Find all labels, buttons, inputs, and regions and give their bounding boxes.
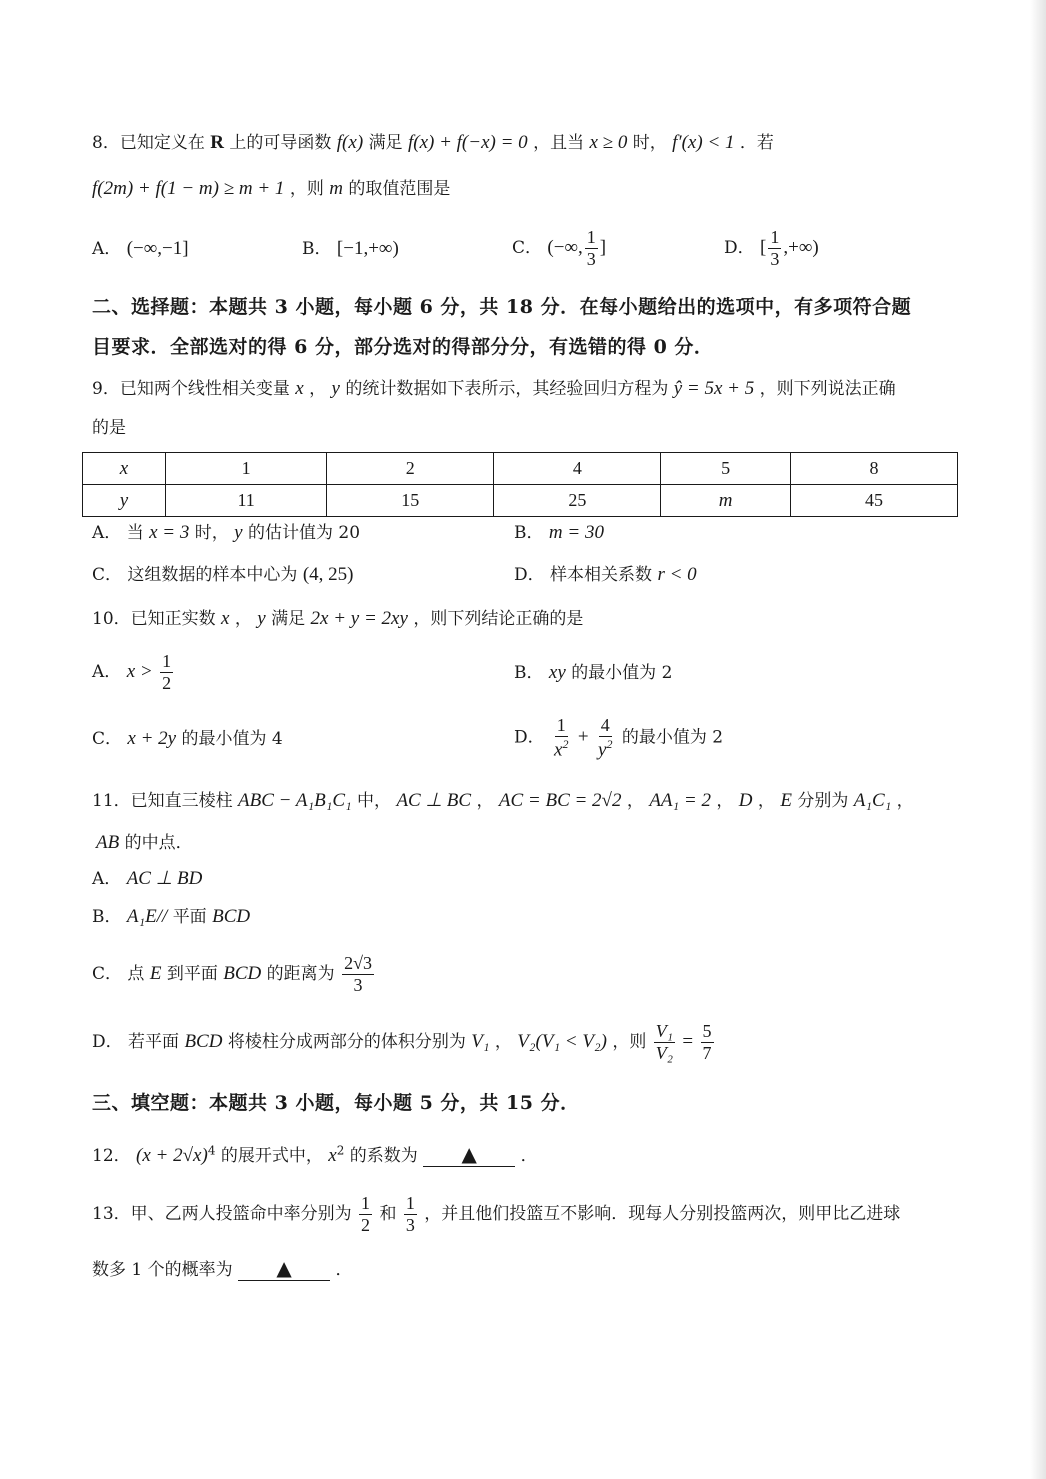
q10-option-a-lhs: x > [126, 660, 153, 682]
q12-binomial: (x + 2√x) [136, 1145, 208, 1166]
q8-stem-line2 [92, 178, 450, 201]
answer-blank[interactable] [238, 1256, 330, 1281]
q11-volume-V2: V₂(V₁ < V₂) [517, 1030, 607, 1052]
q9-var-x: x [295, 378, 304, 399]
option-label: D． [724, 237, 755, 258]
section-2-heading-line2: 目要求．全部选对的得 6 分，部分选对的得部分分，有选错的得 0 分． [92, 336, 714, 358]
q12-term-x: x [328, 1145, 337, 1166]
q13-fraction-2 [404, 1194, 417, 1235]
option-label: B． [514, 663, 544, 683]
q8-option-b [302, 238, 399, 261]
q13-fraction-1 [359, 1194, 372, 1235]
q10-option-a [92, 652, 175, 693]
table-cell: y [83, 485, 166, 517]
q10-option-a-fraction [160, 652, 173, 693]
option-label: C． [92, 963, 123, 984]
q9-var-y: y [234, 522, 243, 543]
q8-set-R: R [210, 132, 224, 153]
q9-option-b-value: m = 30 [548, 522, 604, 543]
answer-blank[interactable] [423, 1142, 515, 1167]
q10-option-b [514, 662, 672, 685]
q9-option-c-value: (4, 25) [302, 564, 354, 585]
q12-exponent: 4 [207, 1143, 216, 1158]
table-cell: 5 [661, 453, 791, 485]
plus-sign: + [577, 726, 589, 748]
table-cell: 15 [327, 485, 494, 517]
q11-stem-line1 [92, 790, 914, 813]
q11-text: ， [716, 791, 734, 811]
fraction-numerator: 1 [162, 651, 172, 671]
q8-option-c [512, 228, 606, 269]
fraction-denominator [552, 737, 570, 760]
q10-text: 10．已知正实数 [92, 609, 216, 629]
q11-text: 将棱柱分成两部分的体积分别为 [227, 1031, 466, 1052]
exponent: 2 [606, 736, 613, 751]
table-cell: 1 [165, 453, 326, 485]
option-label: A． [92, 239, 122, 259]
q8-text: 满足 [368, 133, 403, 153]
q11-plane-BCD: BCD [223, 962, 262, 984]
q8-option-c-fraction [585, 228, 598, 269]
q11-text: ， [476, 791, 494, 811]
q11-option-a-value: AC ⊥ BD [126, 868, 203, 889]
q11-text: 的距离为 [266, 963, 335, 984]
q9-stem-line2: 的是 [92, 418, 126, 438]
q11-text: 点 [127, 963, 145, 984]
q10-text: 的最小值为 4 [181, 729, 283, 749]
table-cell: 11 [165, 485, 326, 517]
q8-var-m: m [329, 178, 343, 199]
q11-text: 11．已知直三棱柱 [92, 791, 233, 811]
q11-option-b-line: A₁E// [126, 906, 168, 927]
fraction-denominator: V₂ [655, 1042, 673, 1063]
q9-regression-equation: ŷ = 5x + 5 [673, 378, 755, 399]
fraction-numerator: 4 [600, 715, 610, 735]
option-label: B． [92, 907, 122, 927]
option-label: C． [92, 729, 123, 749]
q8-domain-condition: x ≥ 0 [589, 132, 628, 153]
q11-text: ， [494, 1031, 512, 1052]
q13-text: 13．甲、乙两人投篮命中率分别为 [92, 1203, 352, 1224]
q8-option-d-close: ,+∞) [783, 236, 819, 258]
q11-plane-BCD: BCD [184, 1030, 223, 1052]
option-label: D． [514, 565, 545, 585]
table-cell: 2 [327, 453, 494, 485]
q8-text: 时， [632, 133, 667, 153]
q8-text: 8．已知定义在 [92, 133, 205, 153]
q11-perpendicular: AC ⊥ BC [396, 790, 472, 811]
q9-text: 样本相关系数 [550, 565, 653, 585]
q11-segment-AB: AB [96, 832, 120, 853]
q8-option-a [92, 238, 189, 261]
q9-option-d [514, 564, 697, 587]
q11-option-a [92, 868, 202, 891]
q8-odd-condition: f(x) + f(−x) = 0 [407, 132, 528, 153]
q9-text: 当 [126, 523, 144, 543]
q10-text: 满足 [271, 609, 306, 629]
q9-option-a-condition: x = 3 [149, 522, 190, 543]
q8-option-d [724, 228, 819, 269]
exponent: 2 [562, 736, 569, 751]
q13-stem-line2 [92, 1256, 352, 1281]
q10-var-x: x [221, 608, 230, 629]
q12-number: 12． [92, 1146, 131, 1166]
table-cell: 4 [494, 453, 661, 485]
fraction-denominator [596, 737, 614, 760]
q8-text: ．若 [739, 133, 774, 153]
fraction-numerator: 1 [405, 1193, 415, 1213]
q13-stem-line1 [92, 1194, 900, 1235]
q10-equation: 2x + y = 2xy [310, 608, 408, 629]
q11-text: 若平面 [128, 1031, 180, 1052]
table-cell: 8 [790, 453, 957, 485]
q11-plane-BCD: BCD [212, 906, 251, 927]
table-row-x [83, 453, 958, 485]
q10-option-d-fraction-1 [552, 716, 570, 760]
q13-text: ． [335, 1260, 353, 1280]
q8-text: ，且当 [533, 133, 585, 153]
q11-text: ，则 [612, 1031, 647, 1052]
fraction-denominator: 3 [405, 1214, 415, 1235]
option-label: A． [92, 661, 122, 682]
q8-function: f(x) [336, 132, 364, 153]
option-label: C． [512, 237, 543, 258]
q11-option-b [92, 906, 250, 929]
section-2-heading-line1: 二、选择题：本题共 3 小题，每小题 6 分，共 18 分．在每小题给出的选项中，有多项符合题 [92, 296, 912, 318]
table-row-y [83, 485, 958, 517]
fraction-numerator: V₁ [655, 1021, 673, 1041]
q12-text: 的系数为 [349, 1146, 418, 1166]
q8-inequality: f(2m) + f(1 − m) ≥ m + 1 [92, 178, 285, 199]
fraction-denominator-var: y [598, 739, 607, 761]
q10-text: 的最小值为 2 [571, 663, 673, 683]
q8-option-a-value: (−∞,−1] [126, 238, 189, 259]
q10-var-y: y [257, 608, 266, 629]
q12-stem [92, 1142, 538, 1168]
q8-option-d-open: [ [760, 236, 767, 258]
q11-text: 的中点． [124, 833, 193, 853]
q9-text: 时， [194, 523, 229, 543]
q8-option-c-open: (−∞, [547, 236, 583, 258]
q9-option-c [92, 564, 353, 587]
q8-option-b-value: [−1,+∞) [336, 238, 399, 259]
q11-text: ， [896, 791, 914, 811]
q11-text: ， [757, 791, 775, 811]
q8-text: ，则 [289, 179, 324, 199]
fraction-denominator: 3 [353, 974, 363, 995]
triangle-icon: ▲ [276, 1256, 292, 1280]
table-cell: x [83, 453, 166, 485]
q9-option-d-value: r < 0 [657, 564, 697, 585]
q11-lengths: AC = BC = 2√2 [498, 790, 622, 811]
q9-text: 9．已知两个线性相关变量 [92, 379, 290, 399]
q8-derivative-condition: f′(x) < 1 [672, 132, 735, 153]
fraction-numerator: 1 [556, 715, 566, 735]
equals-sign: = [682, 1030, 694, 1052]
q9-option-b [514, 522, 604, 545]
q12-text: 的展开式中， [220, 1146, 323, 1166]
q12-text: ． [520, 1146, 538, 1166]
q11-option-d-value [701, 1022, 714, 1063]
fraction-denominator: 3 [770, 248, 780, 269]
table-cell: m [661, 485, 791, 517]
option-label: D． [514, 727, 545, 748]
fraction-denominator: 2 [162, 672, 172, 693]
q8-text: 的取值范围是 [348, 179, 451, 199]
q11-option-c-fraction [342, 954, 374, 995]
q10-text: ， [234, 609, 252, 629]
fraction-numerator: 1 [361, 1193, 371, 1213]
q9-text: ，则下列说法正确 [759, 379, 896, 399]
q11-option-d-ratio [654, 1022, 675, 1063]
q10-option-d-fraction-2 [596, 716, 614, 760]
q11-text: 平面 [172, 907, 207, 927]
q11-segment-A1C1: A₁C₁ [853, 790, 892, 811]
q11-point-D: D [738, 790, 753, 811]
fraction-denominator-var: x [554, 739, 563, 761]
q11-text: ， [626, 791, 644, 811]
q11-prism: ABC − A₁B₁C₁ [238, 790, 352, 811]
q10-option-d [514, 716, 723, 760]
fraction-numerator: 5 [702, 1021, 712, 1041]
q9-text: ， [309, 379, 327, 399]
q13-text: ，并且他们投篮互不影响．现每人分别投篮两次，则甲比乙进球 [424, 1203, 901, 1224]
q10-stem [92, 608, 583, 631]
option-label: B． [302, 239, 332, 259]
q11-option-c [92, 954, 376, 995]
option-label: B． [514, 523, 544, 543]
q11-text: 分别为 [797, 791, 849, 811]
q9-stem-line1 [92, 378, 896, 401]
page-edge-shadow [1030, 0, 1046, 1479]
q11-text: 中， [357, 791, 392, 811]
q13-text: 和 [379, 1203, 397, 1224]
q9-text: 这组数据的样本中心为 [127, 565, 298, 585]
table-cell: 45 [790, 485, 957, 517]
fraction-denominator: 7 [702, 1042, 712, 1063]
q11-text: 到平面 [166, 963, 218, 984]
q8-option-c-close: ] [599, 236, 607, 258]
q11-volume-V1: V₁ [471, 1030, 490, 1052]
q10-text: 的最小值为 2 [621, 727, 724, 748]
q11-point-E: E [149, 962, 162, 984]
fraction-numerator: 1 [770, 227, 780, 247]
q11-stem-line2 [96, 832, 193, 855]
q8-text: 上的可导函数 [229, 133, 332, 153]
q8-option-d-fraction [768, 228, 781, 269]
q13-text: 数多 1 个的概率为 [92, 1260, 233, 1280]
fraction-denominator: 3 [586, 248, 596, 269]
q10-option-c-expr: x + 2y [127, 728, 177, 749]
q9-option-a [92, 522, 360, 545]
option-label: C． [92, 565, 123, 585]
q10-option-b-expr: xy [548, 662, 566, 683]
q9-text: 的统计数据如下表所示，其经验回归方程为 [345, 379, 669, 399]
triangle-icon: ▲ [461, 1142, 477, 1166]
q9-text: 的估计值为 20 [248, 523, 361, 543]
q12-term-exponent: 2 [336, 1143, 345, 1158]
table-cell: 25 [494, 485, 661, 517]
option-label: A． [92, 869, 122, 889]
q9-data-table [82, 452, 958, 517]
q10-text: ，则下列结论正确的是 [413, 609, 584, 629]
q11-point-E: E [780, 790, 792, 811]
q11-option-d [92, 1022, 716, 1063]
section-3-heading: 三、填空题：本题共 3 小题，每小题 5 分，共 15 分． [92, 1092, 580, 1114]
q11-height: AA₁ = 2 [649, 790, 711, 811]
option-label: A． [92, 523, 122, 543]
fraction-numerator: 1 [586, 227, 596, 247]
q10-option-c [92, 728, 283, 751]
fraction-denominator: 2 [361, 1214, 371, 1235]
option-label: D． [92, 1031, 123, 1052]
fraction-numerator: 2√3 [344, 953, 372, 973]
q9-var-y: y [331, 378, 340, 399]
q8-stem-line1 [92, 132, 774, 155]
